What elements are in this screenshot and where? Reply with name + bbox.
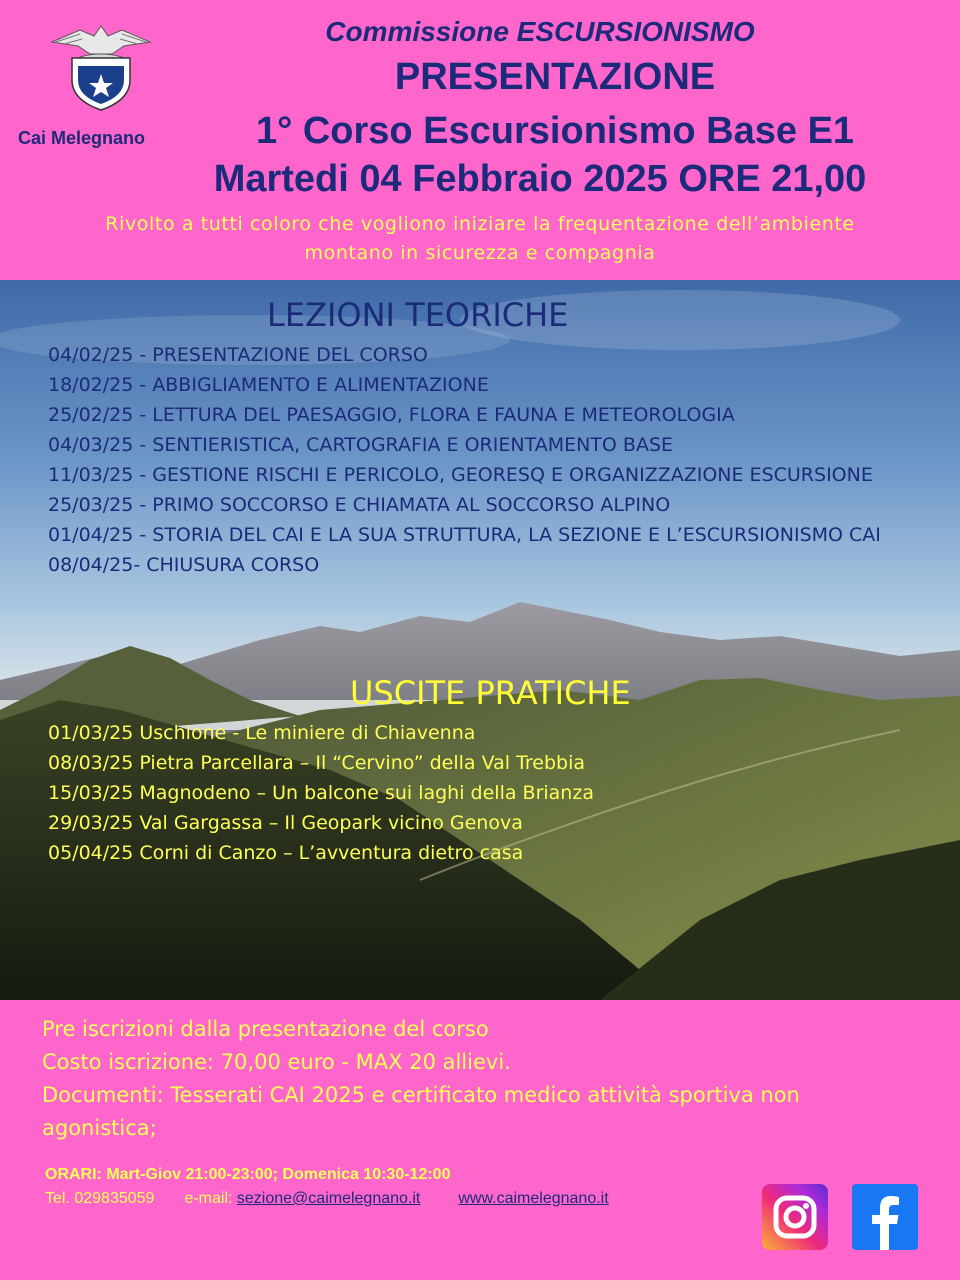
facebook-icon[interactable] (852, 1184, 918, 1250)
cost-text: Costo iscrizione: 70,00 euro - MAX 20 allievi. (42, 1050, 511, 1074)
list-item: 11/03/25 - GESTIONE RISCHI E PERICOLO, GEORESQ E ORGANIZZAZIONE ESCURSIONE (48, 464, 873, 486)
list-item: 25/03/25 - PRIMO SOCCORSO E CHIAMATA AL SOCCORSO ALPINO (48, 494, 671, 516)
practice-outing-list (48, 718, 594, 868)
intro-text (40, 210, 920, 268)
opening-hours: ORARI: Mart-Giov 21:00-23:00; Domenica 10:30-12:00 (45, 1166, 451, 1183)
phone-number: Tel. 029835059 (45, 1190, 155, 1207)
documents-text: Documenti: Tesserati CAI 2025 e certificato medico attività sportiva non (42, 1083, 800, 1107)
list-item: 01/04/25 - STORIA DEL CAI E LA SUA STRUTTURA, LA SEZIONE E L’ESCURSIONISMO CAI (48, 524, 881, 546)
list-item: 15/03/25 Magnodeno – Un balcone sui laghi della Brianza (48, 782, 594, 804)
list-item: 08/04/25- CHIUSURA CORSO (48, 554, 320, 576)
course-title: 1° Corso Escursionismo Base E1 (255, 110, 855, 152)
instagram-icon[interactable] (762, 1184, 828, 1250)
list-item: 05/04/25 Corni di Canzo – L’avventura dietro casa (48, 842, 524, 864)
email-link[interactable]: sezione@caimelegnano.it (236, 1190, 421, 1207)
logo-label: Cai Melegnano (18, 128, 146, 148)
theory-lesson-list (48, 340, 881, 580)
documents-text-cont: agonistica; (42, 1116, 157, 1140)
list-item: 04/02/25 - PRESENTAZIONE DEL CORSO (48, 344, 428, 366)
list-item: 08/03/25 Pietra Parcellara – Il “Cervino” della Val Trebbia (48, 752, 586, 774)
email-label: e-mail: (184, 1190, 233, 1207)
commission-title: Commissione ESCURSIONISMO (325, 16, 755, 47)
list-item: 25/02/25 - LETTURA DEL PAESAGGIO, FLORA E FAUNA E METEOROLOGIA (48, 404, 735, 426)
website-link[interactable]: www.caimelegnano.it (458, 1190, 609, 1207)
list-item: 29/03/25 Val Gargassa – Il Geopark vicino Genova (48, 812, 523, 834)
list-item: 01/03/25 Uschione - Le miniere di Chiavenna (48, 722, 476, 744)
intro-line-2: montano in sicurezza e compagnia (304, 242, 656, 264)
list-item: 18/02/25 - ABBIGLIAMENTO E ALIMENTAZIONE (48, 374, 489, 396)
registration-info (42, 1013, 902, 1145)
list-item: 04/03/25 - SENTIERISTICA, CARTOGRAFIA E ORIENTAMENTO BASE (48, 434, 674, 456)
preregistration-text: Pre iscrizioni dalla presentazione del corso (42, 1017, 489, 1041)
contact-line (45, 1190, 609, 1208)
presentation-title: PRESENTAZIONE (394, 56, 716, 98)
practice-section-title: USCITE PRATICHE (350, 674, 631, 712)
event-date-time: Martedi 04 Febbraio 2025 ORE 21,00 (213, 158, 867, 200)
intro-line-1: Rivolto a tutti coloro che vogliono iniziare la frequentazione dell’ambiente (105, 213, 855, 235)
theory-section-title: LEZIONI TEORICHE (267, 296, 569, 334)
